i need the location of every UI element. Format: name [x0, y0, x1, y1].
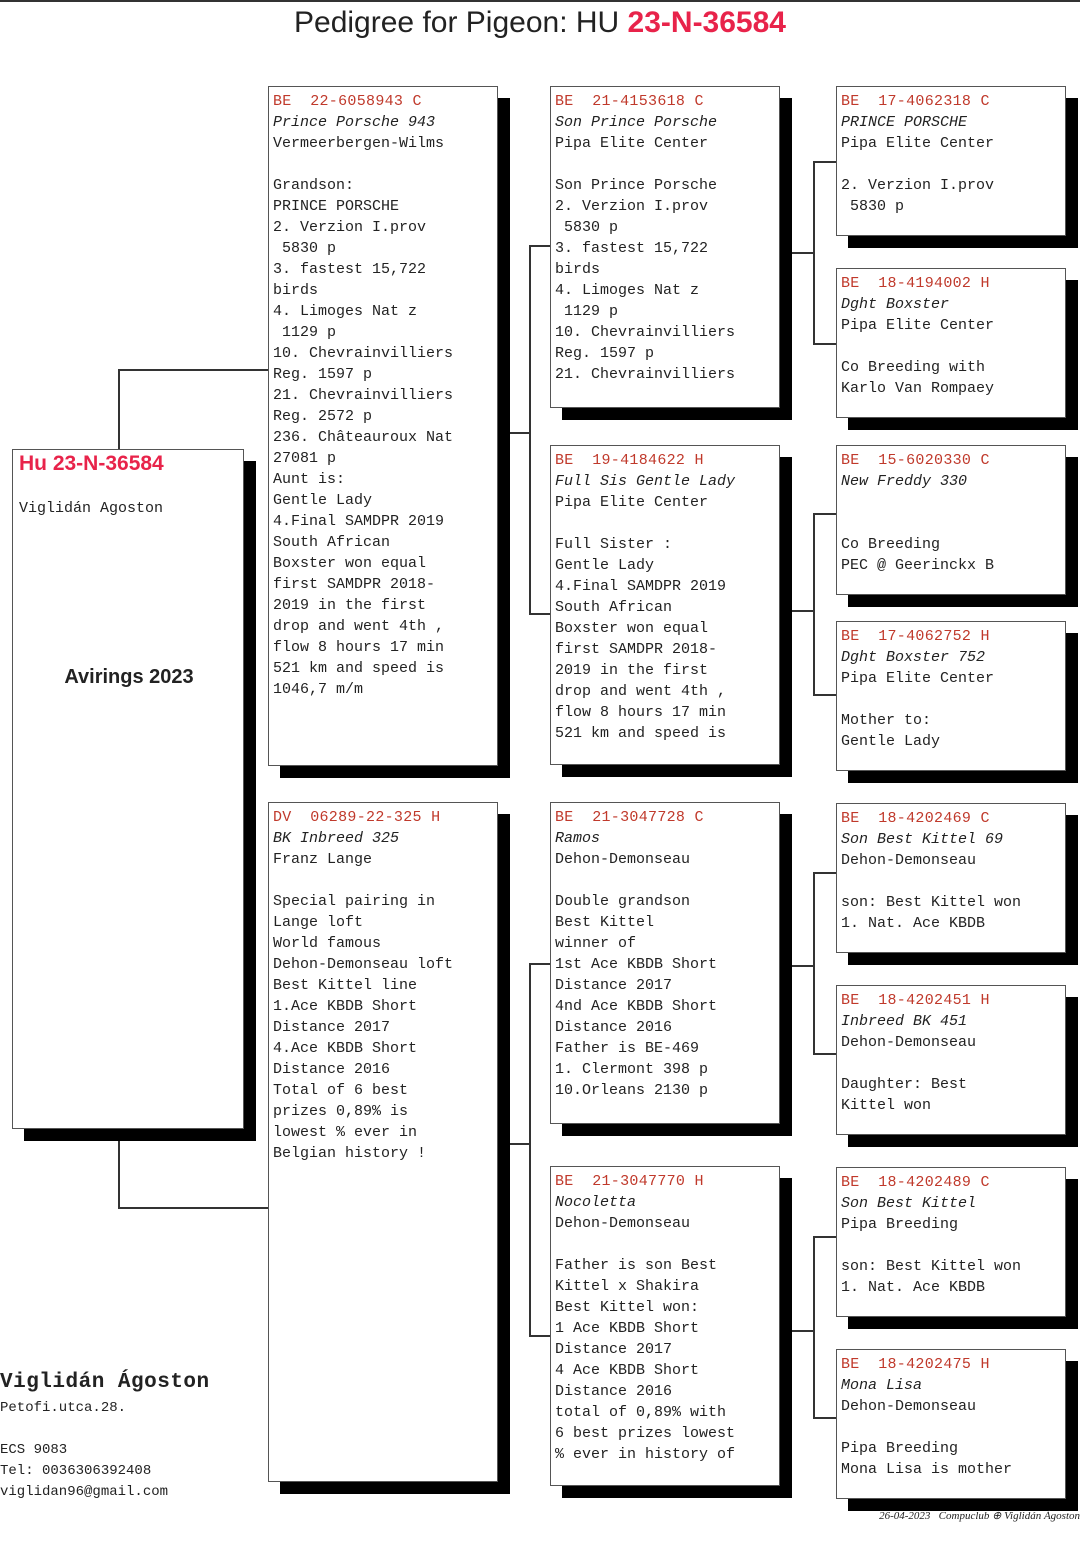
note-line: Lange loft	[273, 914, 364, 931]
note-line: Distance 2017	[273, 1019, 391, 1036]
top-rule	[0, 0, 1080, 2]
note-line: Daughter: Best	[841, 1076, 968, 1093]
note-line: 1046,7 m/m	[273, 681, 364, 698]
connector	[813, 161, 815, 345]
pigeon-name: Mona Lisa	[841, 1377, 923, 1394]
note-line: 2. Verzion I.prov	[841, 177, 995, 194]
note-line: Boxster won equal	[555, 620, 709, 637]
connector	[813, 343, 837, 345]
pigeon-name: Son Best Kittel	[841, 1195, 977, 1212]
note-line: Mona Lisa is mother	[841, 1461, 1013, 1478]
breeder-name: Pipa Elite Center	[841, 135, 995, 152]
note-line: 5830 p	[555, 219, 619, 236]
breeder-name: Pipa Elite Center	[555, 494, 709, 511]
note-line: Distance 2016	[273, 1061, 391, 1078]
note-line: 1st Ace KBDB Short	[555, 956, 718, 973]
sire-sire-card	[550, 86, 780, 408]
pigeon-name: Ramos	[555, 830, 601, 847]
note-line: son: Best Kittel won	[841, 1258, 1022, 1275]
breeder-name: Pipa Breeding	[841, 1216, 959, 1233]
ss-dam-card	[836, 268, 1066, 418]
note-line: 2. Verzion I.prov	[555, 198, 709, 215]
dd-sire-card	[836, 1167, 1066, 1317]
pigeon-name: Nocoletta	[555, 1194, 637, 1211]
sire-card	[268, 86, 498, 766]
pedigree-notes	[273, 891, 497, 1164]
ring-number: BE 19-4184622 H	[555, 452, 704, 469]
breeder-name: Franz Lange	[273, 851, 373, 868]
owner-email[interactable]: viglidan96@gmail.com	[0, 1484, 169, 1500]
connector	[529, 963, 531, 1337]
note-line: Full Sister :	[555, 536, 673, 553]
note-line: 1.Ace KBDB Short	[273, 998, 418, 1015]
pigeon-name: Son Prince Porsche	[555, 114, 718, 131]
note-line: first SAMDPR 2018-	[555, 641, 718, 658]
note-line: South African	[273, 534, 391, 551]
sd-sire-card	[836, 445, 1066, 595]
note-line: 1. Clermont 398 p	[555, 1061, 709, 1078]
note-line: Father is BE-469	[555, 1040, 700, 1057]
connector	[792, 1330, 814, 1332]
note-line: 5830 p	[273, 240, 337, 257]
note-line: 10. Chevrainvilliers	[273, 345, 454, 362]
ring-number: BE 18-4202451 H	[841, 992, 990, 1009]
note-line: Reg. 2572 p	[273, 408, 373, 425]
connector	[529, 613, 551, 615]
note-line: 10.Orleans 2130 p	[555, 1082, 709, 1099]
ss-sire-card	[836, 86, 1066, 236]
owner-ecs: ECS 9083	[0, 1442, 68, 1458]
note-line: 236. Châteauroux Nat	[273, 429, 454, 446]
subject-pigeon-card	[12, 449, 244, 1129]
pigeon-name: Son Best Kittel 69	[841, 831, 1004, 848]
pedigree-notes	[841, 357, 1065, 399]
note-line: 4.Final SAMDPR 2019	[555, 578, 727, 595]
sd-dam-card	[836, 621, 1066, 771]
note-line: Mother to:	[841, 712, 932, 729]
pigeon-name: Dght Boxster 752	[841, 649, 986, 666]
note-line: drop and went 4th ,	[555, 683, 727, 700]
pedigree-notes	[555, 175, 779, 385]
pigeon-name: PRINCE PORSCHE	[841, 114, 968, 131]
breeder-name: Pipa Elite Center	[841, 670, 995, 687]
note-line: birds	[273, 282, 319, 299]
ring-number: BE 18-4202469 C	[841, 810, 990, 827]
connector	[813, 1236, 815, 1419]
note-line: 2. Verzion I.prov	[273, 219, 427, 236]
subject-note: Avirings 2023	[64, 666, 194, 688]
note-line: Best Kittel	[555, 914, 655, 931]
note-line: son: Best Kittel won	[841, 894, 1022, 911]
ring-number: DV 06289-22-325 H	[273, 809, 441, 826]
note-line: Karlo Van Rompaey	[841, 380, 995, 397]
note-line: Belgian history !	[273, 1145, 427, 1162]
note-line: 5830 p	[841, 198, 905, 215]
note-line: 4.Final SAMDPR 2019	[273, 513, 445, 530]
connector	[529, 245, 551, 247]
note-line: Total of 6 best	[273, 1082, 409, 1099]
note-line: Gentle Lady	[555, 557, 655, 574]
dam-card	[268, 802, 498, 1482]
pedigree-notes	[273, 175, 497, 700]
ring-number: BE 18-4202475 H	[841, 1356, 990, 1373]
pedigree-notes	[841, 1074, 1065, 1116]
connector	[510, 1143, 530, 1145]
note-line: flow 8 hours 17 min	[273, 639, 445, 656]
note-line: 521 km and speed is	[273, 660, 445, 677]
note-line: Distance 2017	[555, 1341, 673, 1358]
owner-contact-block	[0, 1368, 210, 1503]
note-line: 1 Ace KBDB Short	[555, 1320, 700, 1337]
note-line: Son Prince Porsche	[555, 177, 718, 194]
ring-number: BE 21-3047770 H	[555, 1173, 704, 1190]
note-line: Kittel won	[841, 1097, 932, 1114]
note-line: 2019 in the first	[555, 662, 709, 679]
note-line: 4.Ace KBDB Short	[273, 1040, 418, 1057]
note-line: 3. fastest 15,722	[555, 240, 709, 257]
note-line: Special pairing in	[273, 893, 436, 910]
ds-sire-card	[836, 803, 1066, 953]
pedigree-notes	[841, 534, 1065, 576]
pedigree-notes	[555, 534, 779, 744]
note-line: 4 Ace KBDB Short	[555, 1362, 700, 1379]
pedigree-notes	[841, 710, 1065, 752]
ring-number: BE 21-4153618 C	[555, 93, 704, 110]
title-prefix: Pedigree for Pigeon: HU	[294, 6, 620, 39]
connector	[792, 965, 814, 967]
connector	[813, 694, 837, 696]
subject-owner: Viglidán Agoston	[19, 500, 164, 517]
note-line: PRINCE PORSCHE	[273, 198, 400, 215]
note-line: Aunt is:	[273, 471, 346, 488]
ring-number: BE 17-4062752 H	[841, 628, 990, 645]
connector	[118, 1207, 269, 1209]
connector	[813, 872, 837, 874]
note-line: flow 8 hours 17 min	[555, 704, 727, 721]
note-line: Reg. 1597 p	[555, 345, 655, 362]
note-line: Best Kittel line	[273, 977, 418, 994]
note-line: winner of	[555, 935, 637, 952]
note-line: Gentle Lady	[273, 492, 373, 509]
connector	[813, 872, 815, 1055]
sire-dam-card	[550, 445, 780, 765]
connector	[118, 1140, 120, 1209]
ring-number: BE 18-4202489 C	[841, 1174, 990, 1191]
footer-credit: 26-04-2023 Compuclub ⊕ Viglidán Ágoston	[879, 1510, 1080, 1522]
connector	[813, 161, 837, 163]
breeder-name: Dehon-Demonseau	[841, 852, 977, 869]
dam-dam-card	[550, 1166, 780, 1486]
note-line: 21. Chevrainvilliers	[555, 366, 736, 383]
breeder-name: Dehon-Demonseau	[841, 1034, 977, 1051]
note-line: birds	[555, 261, 601, 278]
note-line: 3. fastest 15,722	[273, 261, 427, 278]
breeder-name	[841, 492, 1065, 513]
pigeon-name: BK Inbreed 325	[273, 830, 400, 847]
ring-number: BE 18-4194002 H	[841, 275, 990, 292]
connector	[529, 963, 551, 965]
ring-number: BE 17-4062318 C	[841, 93, 990, 110]
ring-number: BE 22-6058943 C	[273, 93, 422, 110]
subject-ring-number: Hu 23-N-36584	[19, 452, 164, 475]
ring-number: BE 15-6020330 C	[841, 452, 990, 469]
note-line: Distance 2016	[555, 1019, 673, 1036]
breeder-name: Pipa Elite Center	[555, 135, 709, 152]
note-line: % ever in history of	[555, 1446, 736, 1463]
owner-spacer	[0, 1419, 210, 1440]
pigeon-name: Inbreed BK 451	[841, 1013, 968, 1030]
breeder-name: Dehon-Demonseau	[555, 1215, 691, 1232]
note-line: Pipa Breeding	[841, 1440, 959, 1457]
note-line: 1129 p	[273, 324, 337, 341]
pigeon-name: Prince Porsche 943	[273, 114, 436, 131]
note-line: Kittel x Shakira	[555, 1278, 700, 1295]
note-line: first SAMDPR 2018-	[273, 576, 436, 593]
breeder-name: Pipa Elite Center	[841, 317, 995, 334]
note-line: Co Breeding	[841, 536, 941, 553]
pedigree-notes	[841, 892, 1065, 934]
note-line: Dehon-Demonseau loft	[273, 956, 454, 973]
note-line: Boxster won equal	[273, 555, 427, 572]
pedigree-notes	[555, 1255, 779, 1465]
note-line: Gentle Lady	[841, 733, 941, 750]
connector	[792, 610, 814, 612]
note-line: 1. Nat. Ace KBDB	[841, 915, 986, 932]
connector	[813, 1053, 837, 1055]
breeder-name: Dehon-Demonseau	[841, 1398, 977, 1415]
dam-sire-card	[550, 802, 780, 1124]
connector	[118, 369, 120, 450]
note-line: Distance 2016	[555, 1383, 673, 1400]
note-line: Co Breeding with	[841, 359, 986, 376]
note-line: Grandson:	[273, 177, 355, 194]
owner-phone: Tel: 0036306392408	[0, 1463, 152, 1479]
connector	[813, 513, 815, 696]
note-line: lowest % ever in	[273, 1124, 418, 1141]
note-line: drop and went 4th ,	[273, 618, 445, 635]
note-line: South African	[555, 599, 673, 616]
pigeon-name: New Freddy 330	[841, 473, 968, 490]
pedigree-notes	[555, 891, 779, 1101]
note-line: 4. Limoges Nat z	[273, 303, 418, 320]
note-line: World famous	[273, 935, 382, 952]
note-line: 1129 p	[555, 303, 619, 320]
pedigree-notes	[841, 1256, 1065, 1298]
connector	[813, 1417, 837, 1419]
note-line: Distance 2017	[555, 977, 673, 994]
pedigree-notes	[841, 175, 1065, 217]
connector	[529, 1335, 551, 1337]
note-line: 521 km and speed is	[555, 725, 727, 742]
note-line: PEC @ Geerinckx B	[841, 557, 995, 574]
owner-name: Viglidán Ágoston	[0, 1371, 210, 1394]
note-line: total of 0,89% with	[555, 1404, 727, 1421]
ds-dam-card	[836, 985, 1066, 1135]
note-line: 1. Nat. Ace KBDB	[841, 1279, 986, 1296]
connector	[813, 513, 837, 515]
pedigree-notes	[841, 1438, 1065, 1480]
note-line: 27081 p	[273, 450, 337, 467]
connector	[118, 369, 269, 371]
note-line: prizes 0,89% is	[273, 1103, 409, 1120]
connector	[813, 1236, 837, 1238]
title-ring-number: 23-N-36584	[627, 6, 786, 39]
note-line: Best Kittel won:	[555, 1299, 700, 1316]
owner-address: Petofi.utca.28.	[0, 1400, 127, 1416]
note-line: Father is son Best	[555, 1257, 718, 1274]
breeder-name: Vermeerbergen-Wilms	[273, 135, 445, 152]
note-line: 2019 in the first	[273, 597, 427, 614]
pigeon-name: Dght Boxster	[841, 296, 950, 313]
dd-dam-card	[836, 1349, 1066, 1499]
note-line: 4. Limoges Nat z	[555, 282, 700, 299]
note-line: 21. Chevrainvilliers	[273, 387, 454, 404]
ring-number: BE 21-3047728 C	[555, 809, 704, 826]
connector	[510, 432, 530, 434]
page-title	[0, 6, 1080, 40]
connector	[529, 245, 531, 615]
note-line: Reg. 1597 p	[273, 366, 373, 383]
note-line: 6 best prizes lowest	[555, 1425, 736, 1442]
breeder-name: Dehon-Demonseau	[555, 851, 691, 868]
pigeon-name: Full Sis Gentle Lady	[555, 473, 736, 490]
note-line: 4nd Ace KBDB Short	[555, 998, 718, 1015]
note-line: 10. Chevrainvilliers	[555, 324, 736, 341]
note-line: Double grandson	[555, 893, 691, 910]
connector	[792, 252, 814, 254]
